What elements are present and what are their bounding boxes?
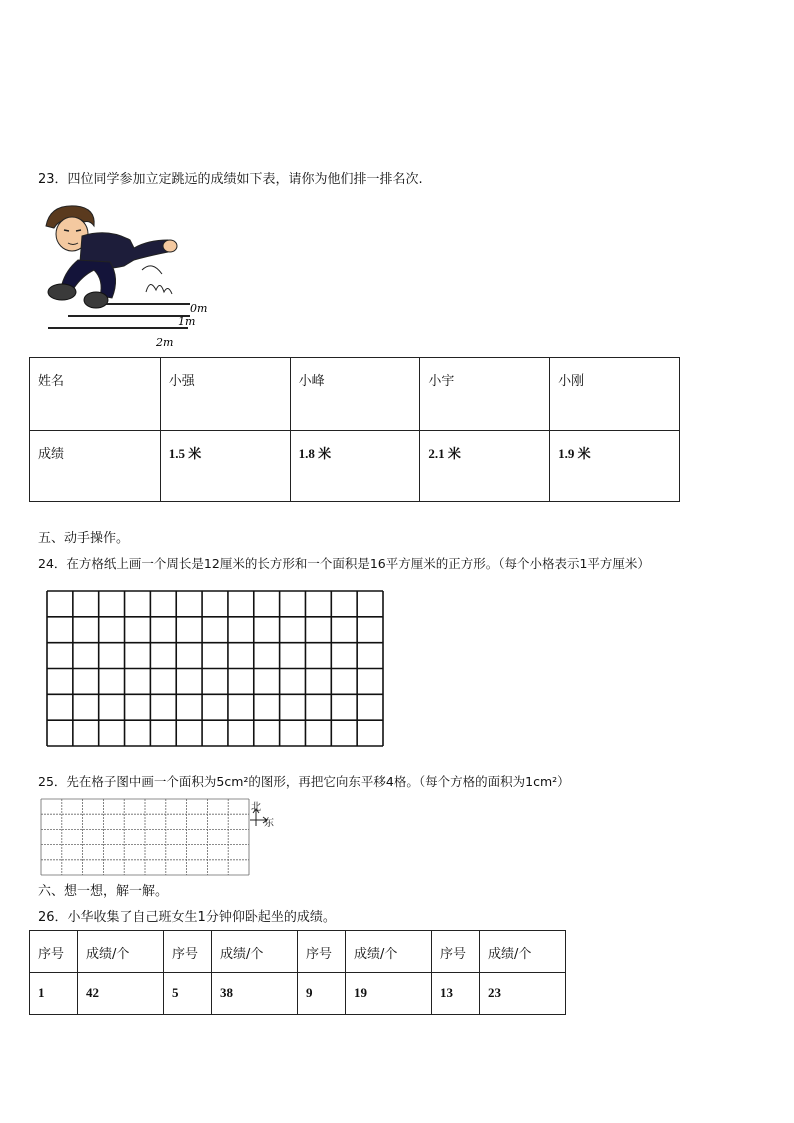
mark-2m: 2m <box>156 336 174 349</box>
q24-number: 24． <box>38 556 67 571</box>
data-cell: 38 <box>212 973 298 1015</box>
q23-number: 23． <box>38 172 68 187</box>
compass-north-label: 北 <box>251 802 261 813</box>
score-cell: 1.8 米 <box>290 431 420 502</box>
data-cell: 1 <box>30 973 78 1015</box>
q23-table-row-scores <box>30 431 680 502</box>
name-cell: 小刚 <box>550 358 680 431</box>
q26-header-row <box>30 931 566 973</box>
q25-drawing-grid[interactable] <box>40 798 250 876</box>
section5-title: 五、动手操作。 <box>38 531 130 546</box>
q24-text: 在方格纸上画一个周长是12厘米的长方形和一个面积是16平方厘米的正方形。（每个小格表示1平方厘米） <box>66 556 650 571</box>
score-header: 成绩 <box>30 431 161 502</box>
header-cell: 成绩/个 <box>480 931 566 973</box>
mark-1m: 1m <box>178 315 196 328</box>
q25-number: 25． <box>38 774 67 789</box>
data-cell: 19 <box>346 973 432 1015</box>
data-cell: 9 <box>298 973 346 1015</box>
q26-number: 26． <box>38 910 68 925</box>
name-cell: 小强 <box>160 358 290 431</box>
score-cell: 1.9 米 <box>550 431 680 502</box>
compass <box>250 798 280 832</box>
section6-title: 六、想一想，解一解。 <box>38 884 169 899</box>
q24-prompt <box>38 554 650 572</box>
data-cell: 42 <box>78 973 164 1015</box>
name-cell: 小宇 <box>420 358 550 431</box>
q26-table <box>29 930 566 1015</box>
header-cell: 序号 <box>164 931 212 973</box>
q26-text: 小华收集了自己班女生1分钟仰卧起坐的成绩。 <box>67 910 336 925</box>
long-jump-illustration <box>38 200 218 350</box>
header-cell: 成绩/个 <box>78 931 164 973</box>
q23-table <box>29 357 680 502</box>
q25-prompt <box>38 772 570 790</box>
header-cell: 成绩/个 <box>212 931 298 973</box>
header-cell: 序号 <box>30 931 78 973</box>
score-cell: 2.1 米 <box>420 431 550 502</box>
name-header: 姓名 <box>30 358 161 431</box>
q26-data-row <box>30 973 566 1015</box>
compass-east-label: 东 <box>264 818 274 829</box>
q23-table-row-names <box>30 358 680 431</box>
q23-prompt <box>38 168 423 187</box>
data-cell: 13 <box>432 973 480 1015</box>
mark-0m: 0m <box>190 302 208 315</box>
data-cell: 5 <box>164 973 212 1015</box>
q23-text: 四位同学参加立定跳远的成绩如下表，请你为他们排一排名次. <box>67 172 423 187</box>
score-cell: 1.5 米 <box>160 431 290 502</box>
q24-drawing-grid[interactable] <box>46 590 384 747</box>
q26-prompt <box>38 906 336 925</box>
header-cell: 成绩/个 <box>346 931 432 973</box>
header-cell: 序号 <box>432 931 480 973</box>
header-cell: 序号 <box>298 931 346 973</box>
name-cell: 小峰 <box>290 358 420 431</box>
q25-text: 先在格子图中画一个面积为5cm²的图形，再把它向东平移4格。（每个方格的面积为1cm²） <box>66 774 570 789</box>
data-cell: 23 <box>480 973 566 1015</box>
